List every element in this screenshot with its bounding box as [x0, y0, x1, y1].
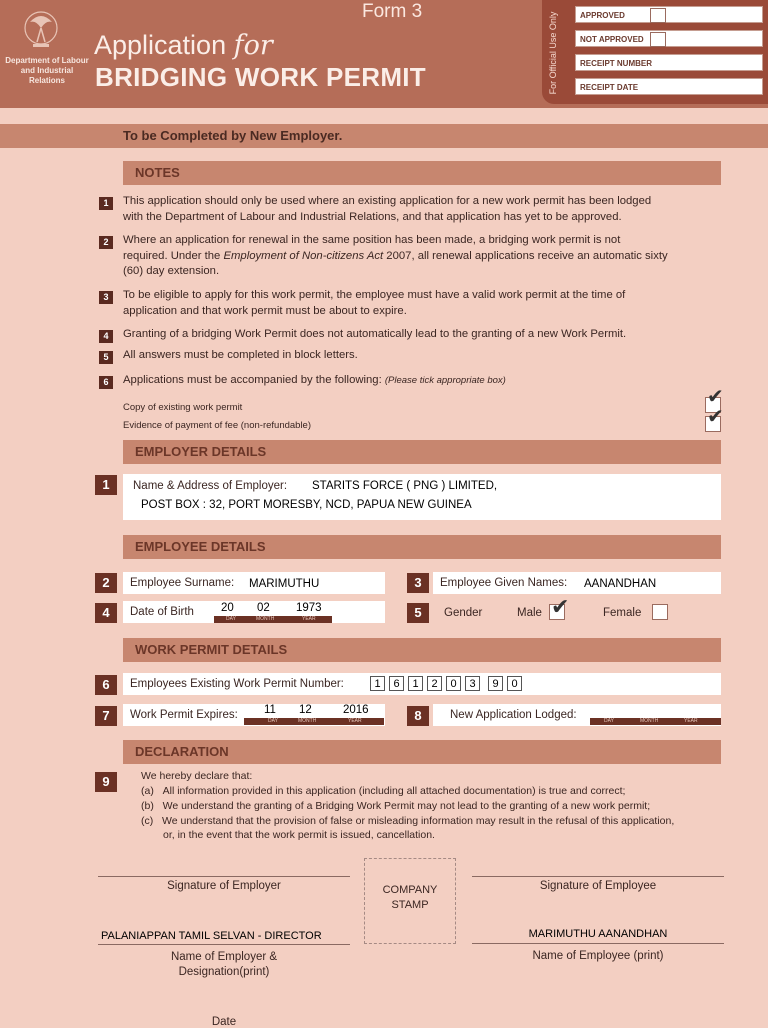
note-6: Applications must be accompanied by the following: (Please tick appropriate box) — [123, 374, 506, 386]
declaration-item-c: (c) We understand that the provision of false or misleading information may result in the refusal of this application, or, in the event that the work permit is issued, cancellation. — [141, 815, 675, 841]
declaration-item-b: (b) We understand the granting of a Bridging Work Permit may not lead to the granting of a new work permit; — [141, 800, 651, 812]
gender-label: Gender — [444, 607, 483, 619]
field-number: 4 — [95, 603, 117, 623]
note-number: 6 — [99, 376, 113, 389]
field-number: 8 — [407, 706, 429, 726]
note-1: This application should only be used where an existing application for a new work permit has been lodged with the Department of Labour and Industrial Relations, and that application has yet to be approved. — [123, 195, 652, 223]
declaration-intro: We hereby declare that: — [141, 770, 253, 782]
company-stamp-label: COMPANY STAMP — [382, 884, 438, 911]
checkmark-icon: ✔ — [707, 406, 724, 428]
expiry-date-parts-bar: DAY MONTH YEAR — [244, 718, 384, 725]
permit-digit: 0 — [446, 676, 461, 691]
existing-work-permit-label: Employees Existing Work Permit Number: — [130, 678, 344, 690]
note-2: Where an application for renewal in the same position has been made, a bridging work permit is not required. Under the Employment of Non-citizens Act 2007, all renewal applications receive an automatic sixty (60) day extension. — [123, 234, 668, 277]
note-5: All answers must be completed in block letters. — [123, 349, 358, 361]
permit-digit: 6 — [389, 676, 404, 691]
note-number: 1 — [99, 197, 113, 210]
permit-digit: 3 — [465, 676, 480, 691]
field-number: 5 — [407, 603, 429, 623]
field-number: 9 — [95, 772, 117, 792]
field-number: 2 — [95, 573, 117, 593]
employer-name-address-label: Name & Address of Employer: — [133, 480, 288, 492]
dob-month-value: 02 — [257, 602, 270, 614]
female-checkbox[interactable] — [652, 604, 668, 620]
not-approved-field[interactable]: NOT APPROVED — [575, 30, 763, 47]
form-number: Form 3 — [362, 1, 423, 22]
official-use-label: For Official Use Only — [548, 11, 558, 95]
field-number: 1 — [95, 475, 117, 495]
checkmark-icon: ✔ — [707, 386, 724, 408]
female-label: Female — [603, 607, 642, 619]
note-number: 4 — [99, 330, 113, 343]
expiry-day-value: 11 — [264, 704, 276, 716]
form-title-line1: Application for — [94, 30, 273, 61]
date-of-birth-label: Date of Birth — [130, 606, 194, 618]
declaration-heading: DECLARATION — [123, 740, 721, 764]
employee-name-line[interactable] — [472, 943, 724, 944]
note-4: Granting of a bridging Work Permit does not automatically lead to the granting of a new Work Permit. — [123, 328, 627, 340]
notes-heading: NOTES — [123, 161, 721, 185]
department-name: Department of Labour and Industrial Relations — [5, 56, 89, 85]
checkmark-icon: ✔ — [551, 594, 570, 619]
employer-name-label: Name of Employer & Designation(print) — [170, 951, 278, 978]
permit-digit: 2 — [427, 676, 442, 691]
field-number: 7 — [95, 706, 117, 726]
employer-name-value: PALANIAPPAN TAMIL SELVAN - DIRECTOR — [101, 930, 322, 942]
permit-digit: 0 — [507, 676, 522, 691]
employer-name-line[interactable] — [98, 944, 350, 945]
note-3: To be eligible to apply for this work permit, the employee must have a valid work permit at the time of application and that work permit must be about to expire. — [123, 289, 626, 317]
dob-date-parts-bar: DAY MONTH YEAR — [214, 616, 332, 623]
lodged-date-parts-bar: DAY MONTH YEAR — [590, 718, 721, 725]
attachment-fee-label: Evidence of payment of fee (non-refundable) — [123, 420, 312, 431]
new-application-lodged-label: New Application Lodged: — [450, 709, 577, 721]
employee-surname-value: MARIMUTHU — [249, 578, 320, 590]
dob-year-value: 1973 — [296, 602, 322, 614]
note-number: 2 — [99, 236, 113, 249]
date-label: Date — [211, 1016, 237, 1028]
attachment-work-permit-label: Copy of existing work permit — [123, 402, 243, 413]
employer-name-value: STARITS FORCE ( PNG ) LIMITED, — [312, 480, 498, 492]
declaration-item-a: (a) All information provided in this application (including all attached documentation) is true and correct; — [141, 785, 626, 797]
work-permit-expires-label: Work Permit Expires: — [130, 709, 238, 721]
permit-digit: 9 — [488, 676, 503, 691]
approved-checkbox[interactable] — [650, 8, 666, 23]
bird-of-paradise-emblem-icon — [20, 8, 62, 52]
approved-field[interactable]: APPROVED — [575, 6, 763, 23]
main-banner: To be Completed by New Employer. — [0, 124, 768, 148]
employer-address-value: POST BOX : 32, PORT MORESBY, NCD, PAPUA NEW GUINEA — [141, 499, 472, 511]
permit-digit: 1 — [408, 676, 423, 691]
form-title-line2: BRIDGING WORK PERMIT — [95, 62, 426, 92]
field-number: 3 — [407, 573, 429, 593]
employee-signature-line[interactable] — [472, 876, 724, 877]
note-number: 3 — [99, 291, 113, 304]
note-number: 5 — [99, 351, 113, 364]
field-number: 6 — [95, 675, 117, 695]
employee-given-names-value: AANANDHAN — [584, 578, 657, 590]
expiry-month-value: 12 — [299, 704, 312, 716]
not-approved-checkbox[interactable] — [650, 32, 666, 47]
employer-signature-label: Signature of Employer — [167, 880, 281, 892]
employee-name-label: Name of Employee (print) — [532, 950, 664, 962]
permit-digit: 1 — [370, 676, 385, 691]
employee-surname-label: Employee Surname: — [130, 577, 235, 589]
employer-signature-line[interactable] — [98, 876, 350, 877]
employee-details-heading: EMPLOYEE DETAILS — [123, 535, 721, 559]
employer-details-heading: EMPLOYER DETAILS — [123, 440, 721, 464]
dob-day-value: 20 — [221, 602, 234, 614]
employee-signature-label: Signature of Employee — [539, 880, 657, 892]
work-permit-details-heading: WORK PERMIT DETAILS — [123, 638, 721, 662]
employee-name-value: MARIMUTHU AANANDHAN — [528, 928, 668, 940]
employee-given-names-label: Employee Given Names: — [440, 577, 568, 589]
receipt-number-field[interactable]: RECEIPT NUMBER — [575, 54, 763, 71]
receipt-date-field[interactable]: RECEIPT DATE — [575, 78, 763, 95]
expiry-year-value: 2016 — [343, 704, 369, 716]
male-label: Male — [517, 607, 542, 619]
